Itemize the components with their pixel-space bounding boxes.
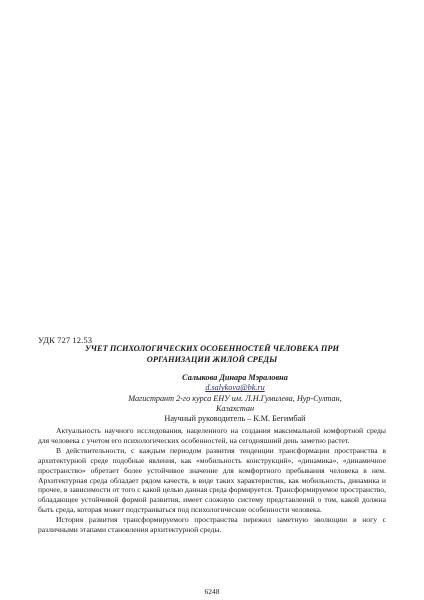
paragraph-1: Актуальность научного исследования, нацеленного на создания максимальной комфортной среды для человека с учетом его психологических особенностей, на сегодняшний день заметно растет. (38, 426, 386, 445)
article-body (38, 426, 386, 535)
author-affiliation: Магистрант 2-го курса ЕНУ им. Л.Н.Гумилева, Нур-Султан, Казахстан (128, 393, 342, 413)
title-line-2: ОРГАНИЗАЦИИ ЖИЛОЙ СРЕДЫ (146, 354, 278, 364)
udc-code: УДК 727 12.53 (38, 335, 93, 345)
paragraph-3: История развития трансформируемого пространства пережил заметную эволюцию в ногу с различными этапами становления архитектурной среды. (38, 515, 386, 535)
article-title (60, 344, 364, 365)
author-email[interactable]: d.salykova@bk.ru (205, 383, 265, 393)
paragraph-2: В действительности, с каждым периодом развития тенденции трансформации пространства в архитектурной среде подобные явления, как «мобильность конструкций», «динамика», «динамичное пространство» обретает более устойчивое значение для комфортного пребывания человека в нем. Архитектурная среда обладает рядом качеств, в виде таких характеристик, как мобильность, динамика и прочее, в зависимости от того с какой целью данная среда формируется. Трансформируемое пространство, обладающее устойчивой формой развития, имеет сложную систему представлений о том, какой должна быть среда, которая может подстраиваться под психологические особенности человека. (38, 445, 386, 515)
author-name: Салыкова Динара Мэраловна (182, 373, 288, 382)
page-number: 6248 (204, 587, 220, 596)
supervisor: Научный руководитель – К.М. Бегимбай (164, 414, 306, 424)
author-block (110, 373, 360, 424)
title-line-1: УЧЕТ ПСИХОЛОГИЧЕСКИХ ОСОБЕННОСТЕЙ ЧЕЛОВЕКА ПРИ (84, 344, 340, 353)
